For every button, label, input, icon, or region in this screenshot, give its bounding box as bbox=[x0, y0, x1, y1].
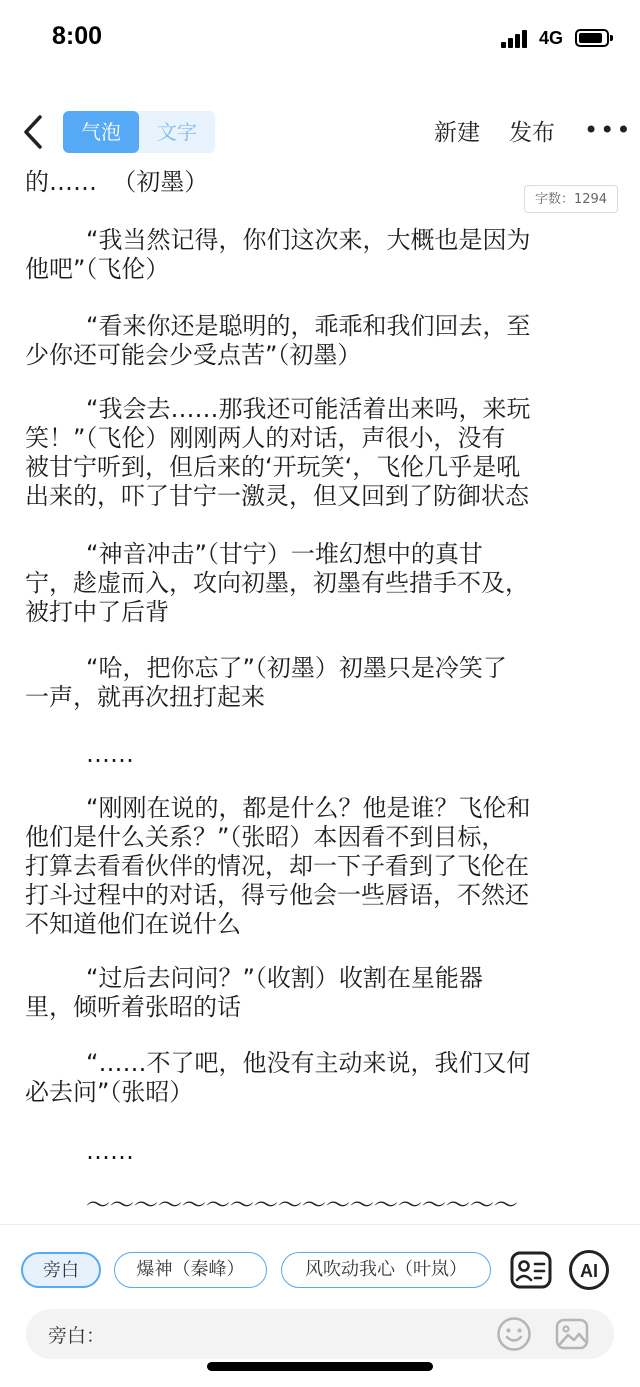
emoji-icon[interactable] bbox=[496, 1316, 532, 1352]
status-bar bbox=[0, 0, 640, 80]
paragraph: “……不了吧，他没有主动来说，我们又何 必去问”（张昭） bbox=[25, 1049, 531, 1106]
paragraph: “我当然记得，你们这次来，大概也是因为 他吧”（飞伦） bbox=[25, 226, 531, 283]
paragraph: “过后去问问？”（收割）收割在星能器 里，倾听着张昭的话 bbox=[25, 964, 483, 1021]
tab-text[interactable]: 文字 bbox=[157, 120, 197, 144]
contact-card-icon[interactable] bbox=[510, 1249, 552, 1291]
ai-label: AI bbox=[580, 1261, 598, 1281]
paragraph: …… bbox=[25, 740, 135, 768]
paragraph: “我会去……那我还可能活着出来吗，来玩 笑！”（飞伦）刚刚两人的对话，声很小，没有 被甘宁听到，但后来的‘开玩笑‘，飞伦几乎是吼 出来的，吓了甘宁一激灵，但又回到了防御状态 bbox=[25, 395, 531, 510]
input-role-label: 旁白： bbox=[48, 1325, 106, 1347]
paragraph: “刚刚在说的，都是什么？他是谁？飞伦和 他们是什么关系？”（张昭）本因看不到目标， 打算去看看伙伴的情况，却一下子看到了飞伦在 打斗过程中的对话，得亏他会一些唇语，不然还 不知道他们在说什么 bbox=[25, 794, 531, 938]
battery-fill bbox=[579, 33, 602, 43]
paragraph: …… bbox=[25, 1137, 135, 1165]
paragraph: 的…… （初墨） bbox=[25, 168, 209, 196]
editor-content[interactable] bbox=[0, 164, 640, 1224]
role-chip-yelan[interactable]: 风吹动我心（叶岚） bbox=[281, 1252, 491, 1288]
home-indicator[interactable] bbox=[207, 1362, 433, 1371]
nav-bar bbox=[0, 100, 640, 164]
ai-icon[interactable] bbox=[568, 1249, 610, 1291]
paragraph: “神音冲击”（甘宁）一堆幻想中的真甘 宁，趁虚而入，攻向初墨，初墨有些措手不及， 被打中了后背 bbox=[25, 540, 529, 626]
mode-switch bbox=[63, 111, 215, 153]
role-chip-narrator[interactable]: 旁白 bbox=[21, 1252, 101, 1288]
status-time: 8:00 bbox=[52, 22, 103, 50]
more-icon[interactable]: ••• bbox=[584, 116, 633, 144]
back-button[interactable] bbox=[18, 112, 50, 152]
paragraph: ～～～～～～～～～～～～～～～～～～ bbox=[25, 1191, 519, 1219]
word-count-badge: 字数：1294 bbox=[524, 185, 618, 213]
publish-button[interactable]: 发布 bbox=[509, 120, 555, 146]
dialogue-input[interactable] bbox=[26, 1309, 614, 1359]
battery-icon bbox=[575, 29, 609, 47]
network-type: 4G bbox=[539, 28, 564, 48]
chevron-left-icon bbox=[18, 112, 50, 152]
new-button[interactable]: 新建 bbox=[434, 120, 480, 146]
tab-bubble[interactable]: 气泡 bbox=[63, 111, 139, 153]
signal-icon bbox=[501, 30, 533, 48]
paragraph: “哈，把你忘了”（初墨）初墨只是冷笑了 一声，就再次扭打起来 bbox=[25, 654, 507, 711]
paragraph: “看来你还是聪明的，乖乖和我们回去，至 少你还可能会少受点苦”（初墨） bbox=[25, 312, 531, 369]
role-chip-qinfeng[interactable]: 爆神（秦峰） bbox=[114, 1252, 267, 1288]
image-icon[interactable] bbox=[554, 1316, 590, 1352]
